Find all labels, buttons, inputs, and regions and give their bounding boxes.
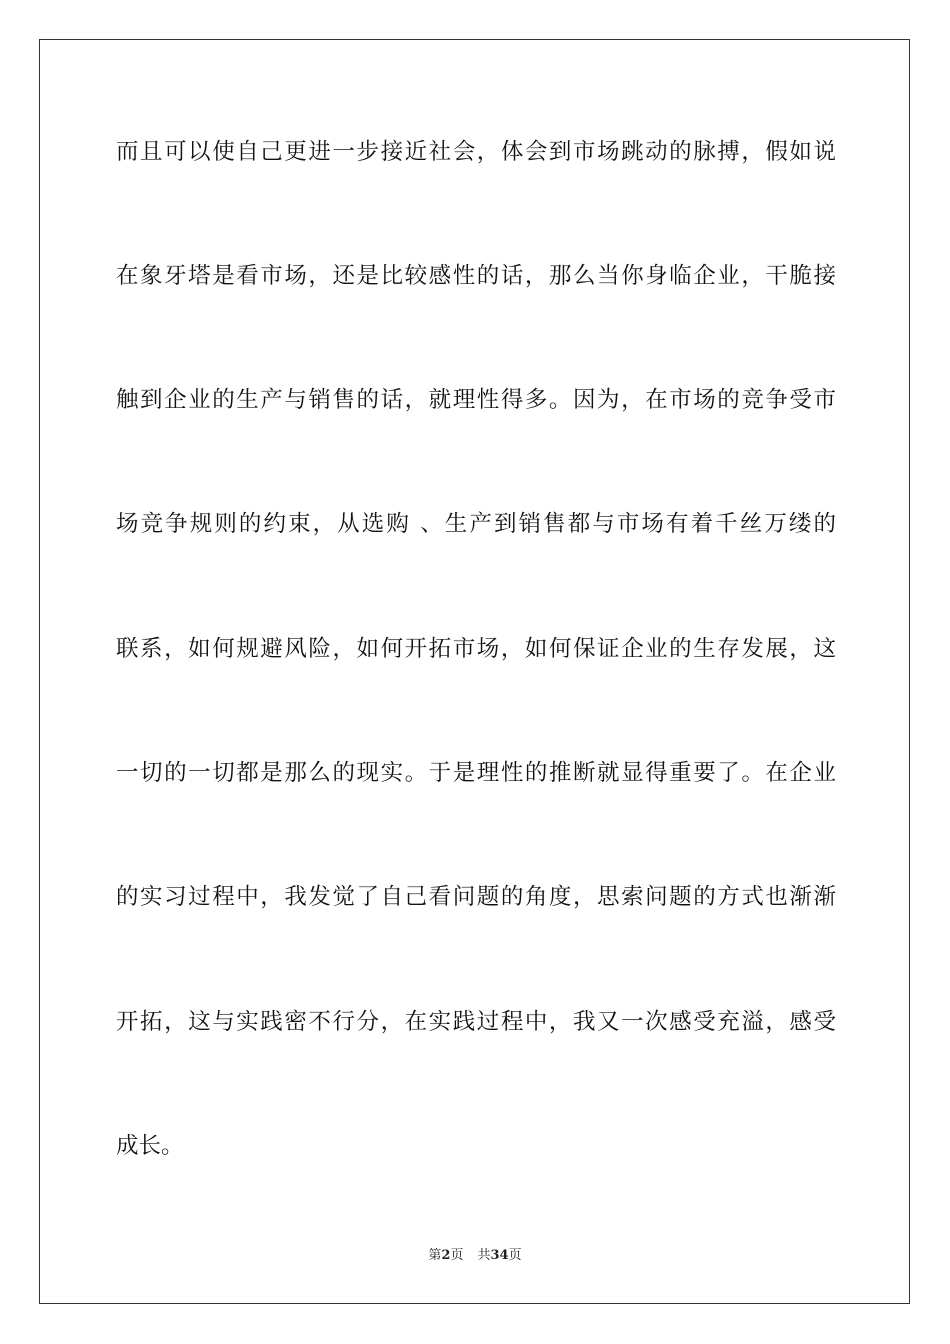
body-line: 而且可以使自己更进一步接近社会，体会到市场跳动的脉搏，假如说 [116, 139, 836, 165]
body-line: 成长。 [116, 1133, 184, 1159]
page-suffix: 页 [450, 1248, 464, 1263]
page-border [39, 39, 910, 1304]
total-prefix: 共 [477, 1248, 491, 1263]
body-line: 的实习过程中，我发觉了自己看问题的角度，思索问题的方式也渐渐 [116, 884, 836, 910]
total-pages: 34 [490, 1248, 509, 1263]
body-line: 联系，如何规避风险，如何开拓市场，如何保证企业的生存发展，这 [116, 636, 836, 662]
total-suffix: 页 [508, 1248, 522, 1263]
body-line: 开拓，这与实践密不行分，在实践过程中，我又一次感受充溢，感受 [116, 1009, 836, 1035]
body-line: 场竞争规则的约束，从选购 、生产到销售都与市场有着千丝万缕的 [116, 511, 836, 537]
body-line: 在象牙塔是看市场，还是比较感性的话，那么当你身临企业，干脆接 [116, 263, 836, 289]
page-footer [0, 1247, 950, 1265]
body-line: 触到企业的生产与销售的话，就理性得多。因为，在市场的竞争受市 [116, 387, 836, 413]
page-prefix: 第 [428, 1248, 442, 1263]
body-line: 一切的一切都是那么的现实。于是理性的推断就显得重要了。在企业 [116, 760, 836, 786]
page-number: 2 [441, 1248, 451, 1263]
